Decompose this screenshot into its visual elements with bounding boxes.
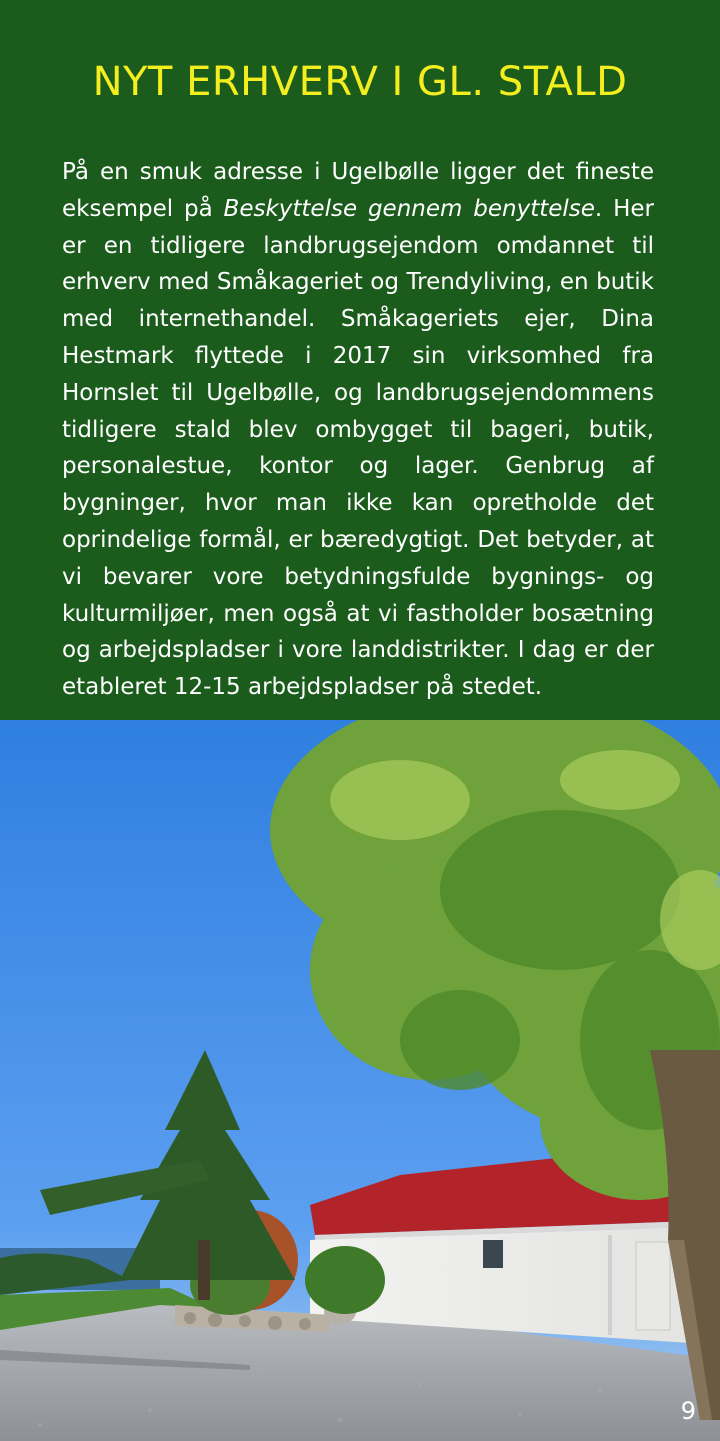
body-text-italic: Beskyttelse gennem benyttelse	[223, 195, 595, 222]
page-number: 9	[680, 1397, 696, 1425]
header-panel	[0, 0, 720, 720]
body-text-end: . Her er en tidligere landbrugsejendom omdannet til erhverv med Småkageriet og Trendyliving, en butik med internethandel. Småkageriets ejer, Dina Hestmark flyttede i 2017 sin virksomhed fra Hornslet til Ugelbølle, og landbrugsejendommens tidligere stald blev ombygget til bageri, butik, personalestue, kontor og lager. Genbrug af bygninger, hvor man ikke kan opretholde det oprindelige formål, er bæredygtigt. Det betyder, at vi bevarer vore betydningsfulde bygnings- og kulturmiljøer, men også at vi fastholder bosætning og arbejdspladser i vore landdistrikter. I dag er der etableret 12-15 arbejdspladser på stedet.	[62, 195, 654, 701]
farm-building-photo	[0, 720, 720, 1441]
body-paragraph	[62, 154, 654, 706]
body-text-start: På en smuk adresse i Ugelbølle ligger det fineste eksempel på	[62, 159, 654, 222]
page-title: NYT ERHVERV I GL. STALD	[92, 59, 628, 105]
